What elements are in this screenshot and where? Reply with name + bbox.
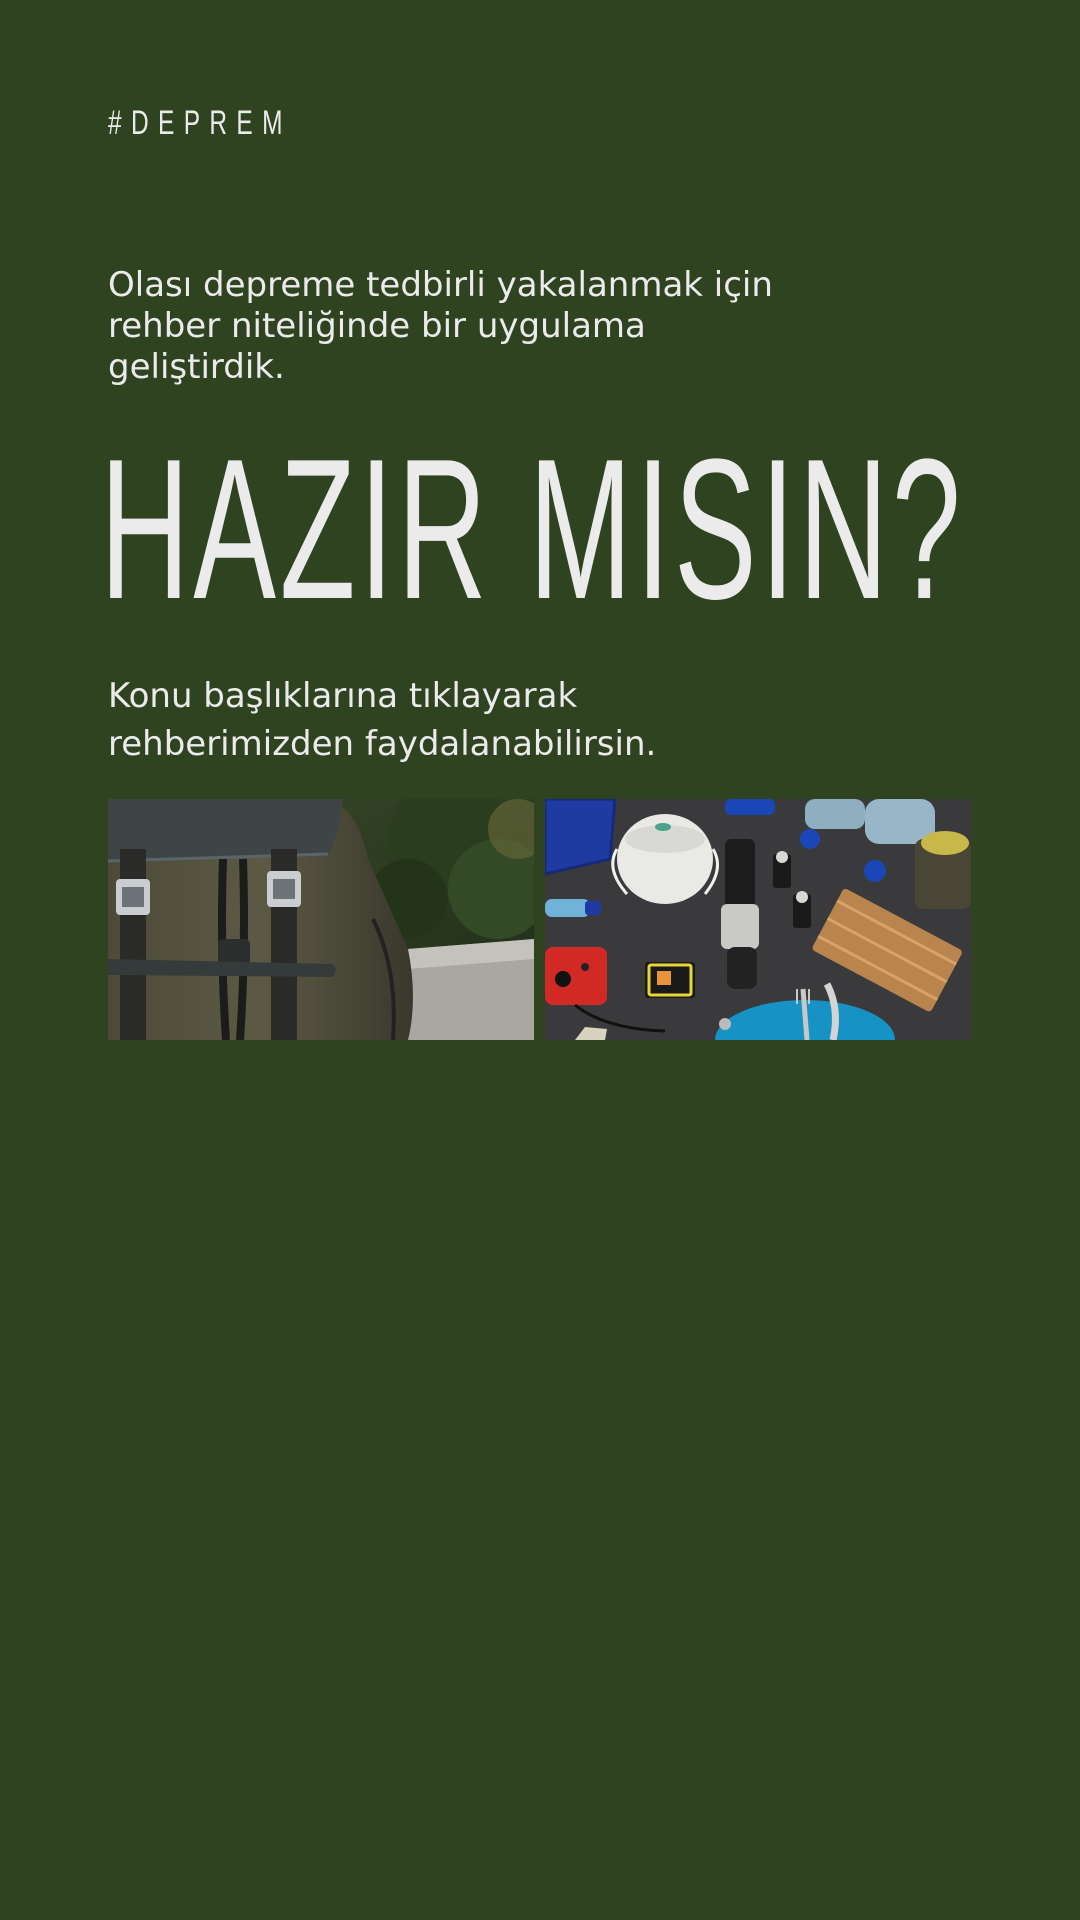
topic-card-emergency-kit[interactable] (545, 799, 971, 1040)
topic-cards (108, 799, 972, 1040)
topic-card-backpack[interactable] (108, 799, 534, 1040)
page-title: HAZIR MISIN? (100, 418, 965, 641)
intro-text: Olası depreme tedbirli yakalanmak için rehber niteliğinde bir uygulama geliştirdik. (108, 265, 773, 387)
backpack-image (108, 799, 534, 1040)
hashtag-label: #DEPREM (108, 104, 292, 142)
emergency-kit-image (545, 799, 971, 1040)
instruction-text: Konu başlıklarına tıklayarak rehberimizden faydalanabilirsin. (108, 676, 657, 764)
